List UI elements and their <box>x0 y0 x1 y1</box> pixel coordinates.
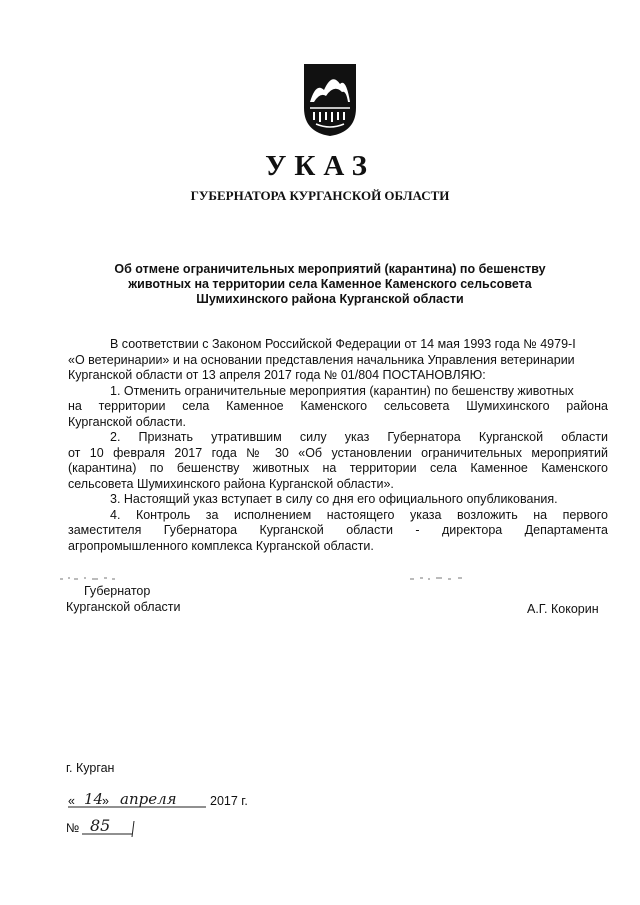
body-line: «О ветеринарии» и на основании представления начальника Управления ветеринарии <box>68 352 575 367</box>
date-quote: » <box>102 794 109 808</box>
coat-of-arms-icon <box>302 62 358 138</box>
date-year: 2017 г. <box>210 794 248 808</box>
body-line: сельсовета Шумихинского района Курганской области». <box>68 476 394 491</box>
body-line: 2. Признать утратившим силу указ Губернатора Курганской области <box>110 430 608 444</box>
body-line: Курганской области от 13 апреля 2017 года № 01/804 ПОСТАНОВЛЯЮ: <box>68 368 486 382</box>
body-line: заместителя Губернатора Курганской области - директора Департамента <box>68 523 608 537</box>
decree-title: УКАЗ <box>265 150 375 182</box>
body-line: от 10 февраля 2017 года № 30 «Об установлении ограничительных мероприятий <box>68 445 608 460</box>
subject-line: Об отмене ограничительных мероприятий (карантина) по бешенству <box>114 262 546 276</box>
position-line: Курганской области <box>66 600 181 614</box>
decree-subject <box>100 262 560 307</box>
subject-line: животных на территории села Каменное Каменского сельсовета <box>128 277 532 291</box>
date-quote: « <box>68 794 75 808</box>
stamp-mark <box>58 574 118 582</box>
place-of-issue: г. Курган <box>66 761 115 775</box>
body-line: 4. Контроль за исполнением настоящего указа возложить на первого <box>110 507 608 522</box>
date-day: 14 <box>84 790 104 808</box>
decree-date <box>66 788 266 812</box>
body-line: 1. Отменить ограничительные мероприятия (карантин) по бешенству животных <box>110 383 574 398</box>
body-line: на территории села Каменное Каменского сельсовета Шумихинского района <box>68 399 608 413</box>
number-underline <box>66 815 156 839</box>
subject-line: Шумихинского района Курганской области <box>196 292 464 306</box>
signatory-position <box>66 583 181 615</box>
body-line: (карантина) по бешенству животных на территории села Каменное Каменского <box>68 461 608 475</box>
stamp-mark <box>408 574 468 582</box>
date-month: апреля <box>120 790 177 808</box>
decree-body <box>68 337 608 554</box>
body-line: Курганской области. <box>68 414 186 429</box>
position-line: Губернатор <box>84 584 151 598</box>
body-line: агропромышленного комплекса Курганской области. <box>68 538 374 553</box>
body-line: 3. Настоящий указ вступает в силу со дня его официального опубликования. <box>110 492 558 506</box>
signatory-name: А.Г. Кокорин <box>527 602 599 616</box>
number-label: № <box>66 821 80 835</box>
decree-number <box>66 815 156 839</box>
number-value: 85 <box>90 816 111 835</box>
body-line: В соответствии с Законом Российской Федерации от 14 мая 1993 года № 4979-I <box>110 337 576 351</box>
issuer-title: ГУБЕРНАТОРА КУРГАНСКОЙ ОБЛАСТИ <box>190 188 450 203</box>
